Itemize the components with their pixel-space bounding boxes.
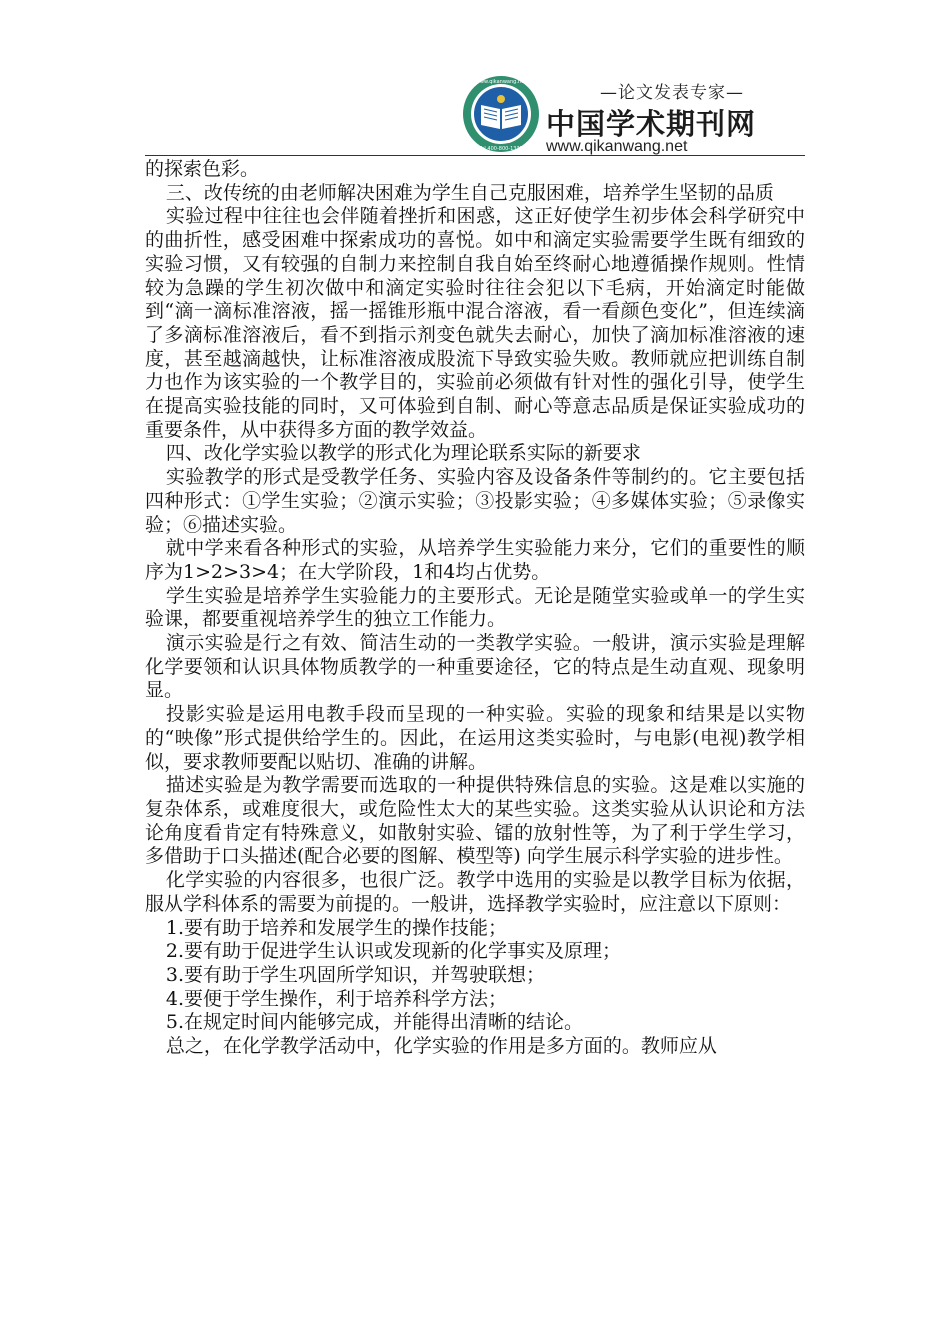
body-paragraph: 总之，在化学教学活动中，化学实验的作用是多方面的。教师应从 — [165, 1035, 717, 1058]
page-header — [0, 0, 950, 160]
body-paragraph: 实验教学的形式是受教学任务、实验内容及设备条件等制约的。它主要包括四种形式：①学生实验；②演示实验；③投影实验；④多媒体实验；⑤录像实验；⑥描述实验。 — [145, 466, 805, 536]
body-paragraph: 演示实验是行之有效、简洁生动的一类教学实验。一般讲，演示实验是理解化学要领和认识具体物质教学的一种重要途径，它的特点是生动直观、现象明显。 — [145, 632, 805, 702]
brand-slogan: —论文发表专家— — [600, 83, 744, 103]
brand-url[interactable]: www.qikanwang.net — [546, 138, 688, 155]
list-item: 3.要有助于学生巩固所学知识，并驾驶联想； — [165, 963, 546, 986]
article-body — [145, 158, 805, 1059]
body-paragraph: 描述实验是为教学需要而选取的一种提供特殊信息的实验。这是难以实施的复杂体系，或难度很大，或危险性太大的某些实验。这类实验从认识论和方法论角度看肯定有特殊意义，如散射实验、镭的放射性等，为了利于学生学习，多借助于口头描述(配合必要的图解、模型等) 向学生展示科学实验的进步性。 — [145, 774, 805, 868]
body-paragraph: 投影实验是运用电教手段而呈现的一种实验。实验的现象和结果是以实物的“映像”形式提供给学生的。因此，在运用这类实验时，与电影(电视)教学相似，要求教师要配以贴切、准确的讲解。 — [145, 703, 805, 773]
body-paragraph: 学生实验是培养学生实验能力的主要形式。无论是随堂实验或单一的学生实验课，都要重视培养学生的独立工作能力。 — [145, 584, 805, 631]
list-item: 4.要便于学生操作，利于培养科学方法； — [165, 987, 508, 1010]
svg-text:www.qikanwang.net: www.qikanwang.net — [475, 79, 527, 85]
header-divider — [145, 155, 805, 156]
svg-text:Tel 400-800-1333: Tel 400-800-1333 — [479, 146, 523, 152]
brand-name: 中国学术期刊网 — [546, 107, 757, 141]
list-item: 2.要有助于促进学生认识或发现新的化学事实及原理； — [165, 940, 622, 963]
section-heading: 三、改传统的由老师解决困难为学生自己克服困难，培养学生坚韧的品质 — [165, 181, 774, 204]
list-item: 1.要有助于培养和发展学生的操作技能； — [165, 916, 508, 939]
site-logo-seal — [462, 75, 540, 153]
body-paragraph: 化学实验的内容很多，也很广泛。教学中选用的实验是以教学目标为依据，服从学科体系的需要为前提的。一般讲，选择教学实验时，应注意以下原则： — [145, 869, 805, 915]
body-paragraph: 实验过程中往往也会伴随着挫折和困惑，这正好使学生初步体会科学研究中的曲折性，感受困难中探索成功的喜悦。如中和滴定实验需要学生既有细致的实验习惯，又有较强的自制力来控制自我自始至终耐心地遵循操作规则。性情较为急躁的学生初次做中和滴定实验时往往会犯以下毛病，开始滴定时能做到“滴一滴标准溶液，摇一摇锥形瓶中混合溶液，看一看颜色变化”，但连续滴了多滴标准溶液后，看不到指示剂变色就失去耐心，加快了滴加标准溶液的速度，甚至越滴越快，让标准溶液成股流下导致实验失败。教师就应把训练自制力也作为该实验的一个教学目的，实验前必须做有针对性的强化引导，使学生在提高实验技能的同时，又可体验到自制、耐心等意志品质是保证实验成功的重要条件，从中获得多方面的教学效益。 — [145, 205, 805, 441]
body-paragraph: 的探索色彩。 — [145, 158, 260, 180]
list-item: 5.在规定时间内能够完成，并能得出清晰的结论。 — [165, 1011, 584, 1034]
body-paragraph: 就中学来看各种形式的实验，从培养学生实验能力来分，它们的重要性的顺序为1>2>3>4；在大学阶段，1和4均占优势。 — [145, 537, 805, 583]
section-heading: 四、改化学实验以教学的形式化为理论联系实际的新要求 — [165, 442, 641, 465]
